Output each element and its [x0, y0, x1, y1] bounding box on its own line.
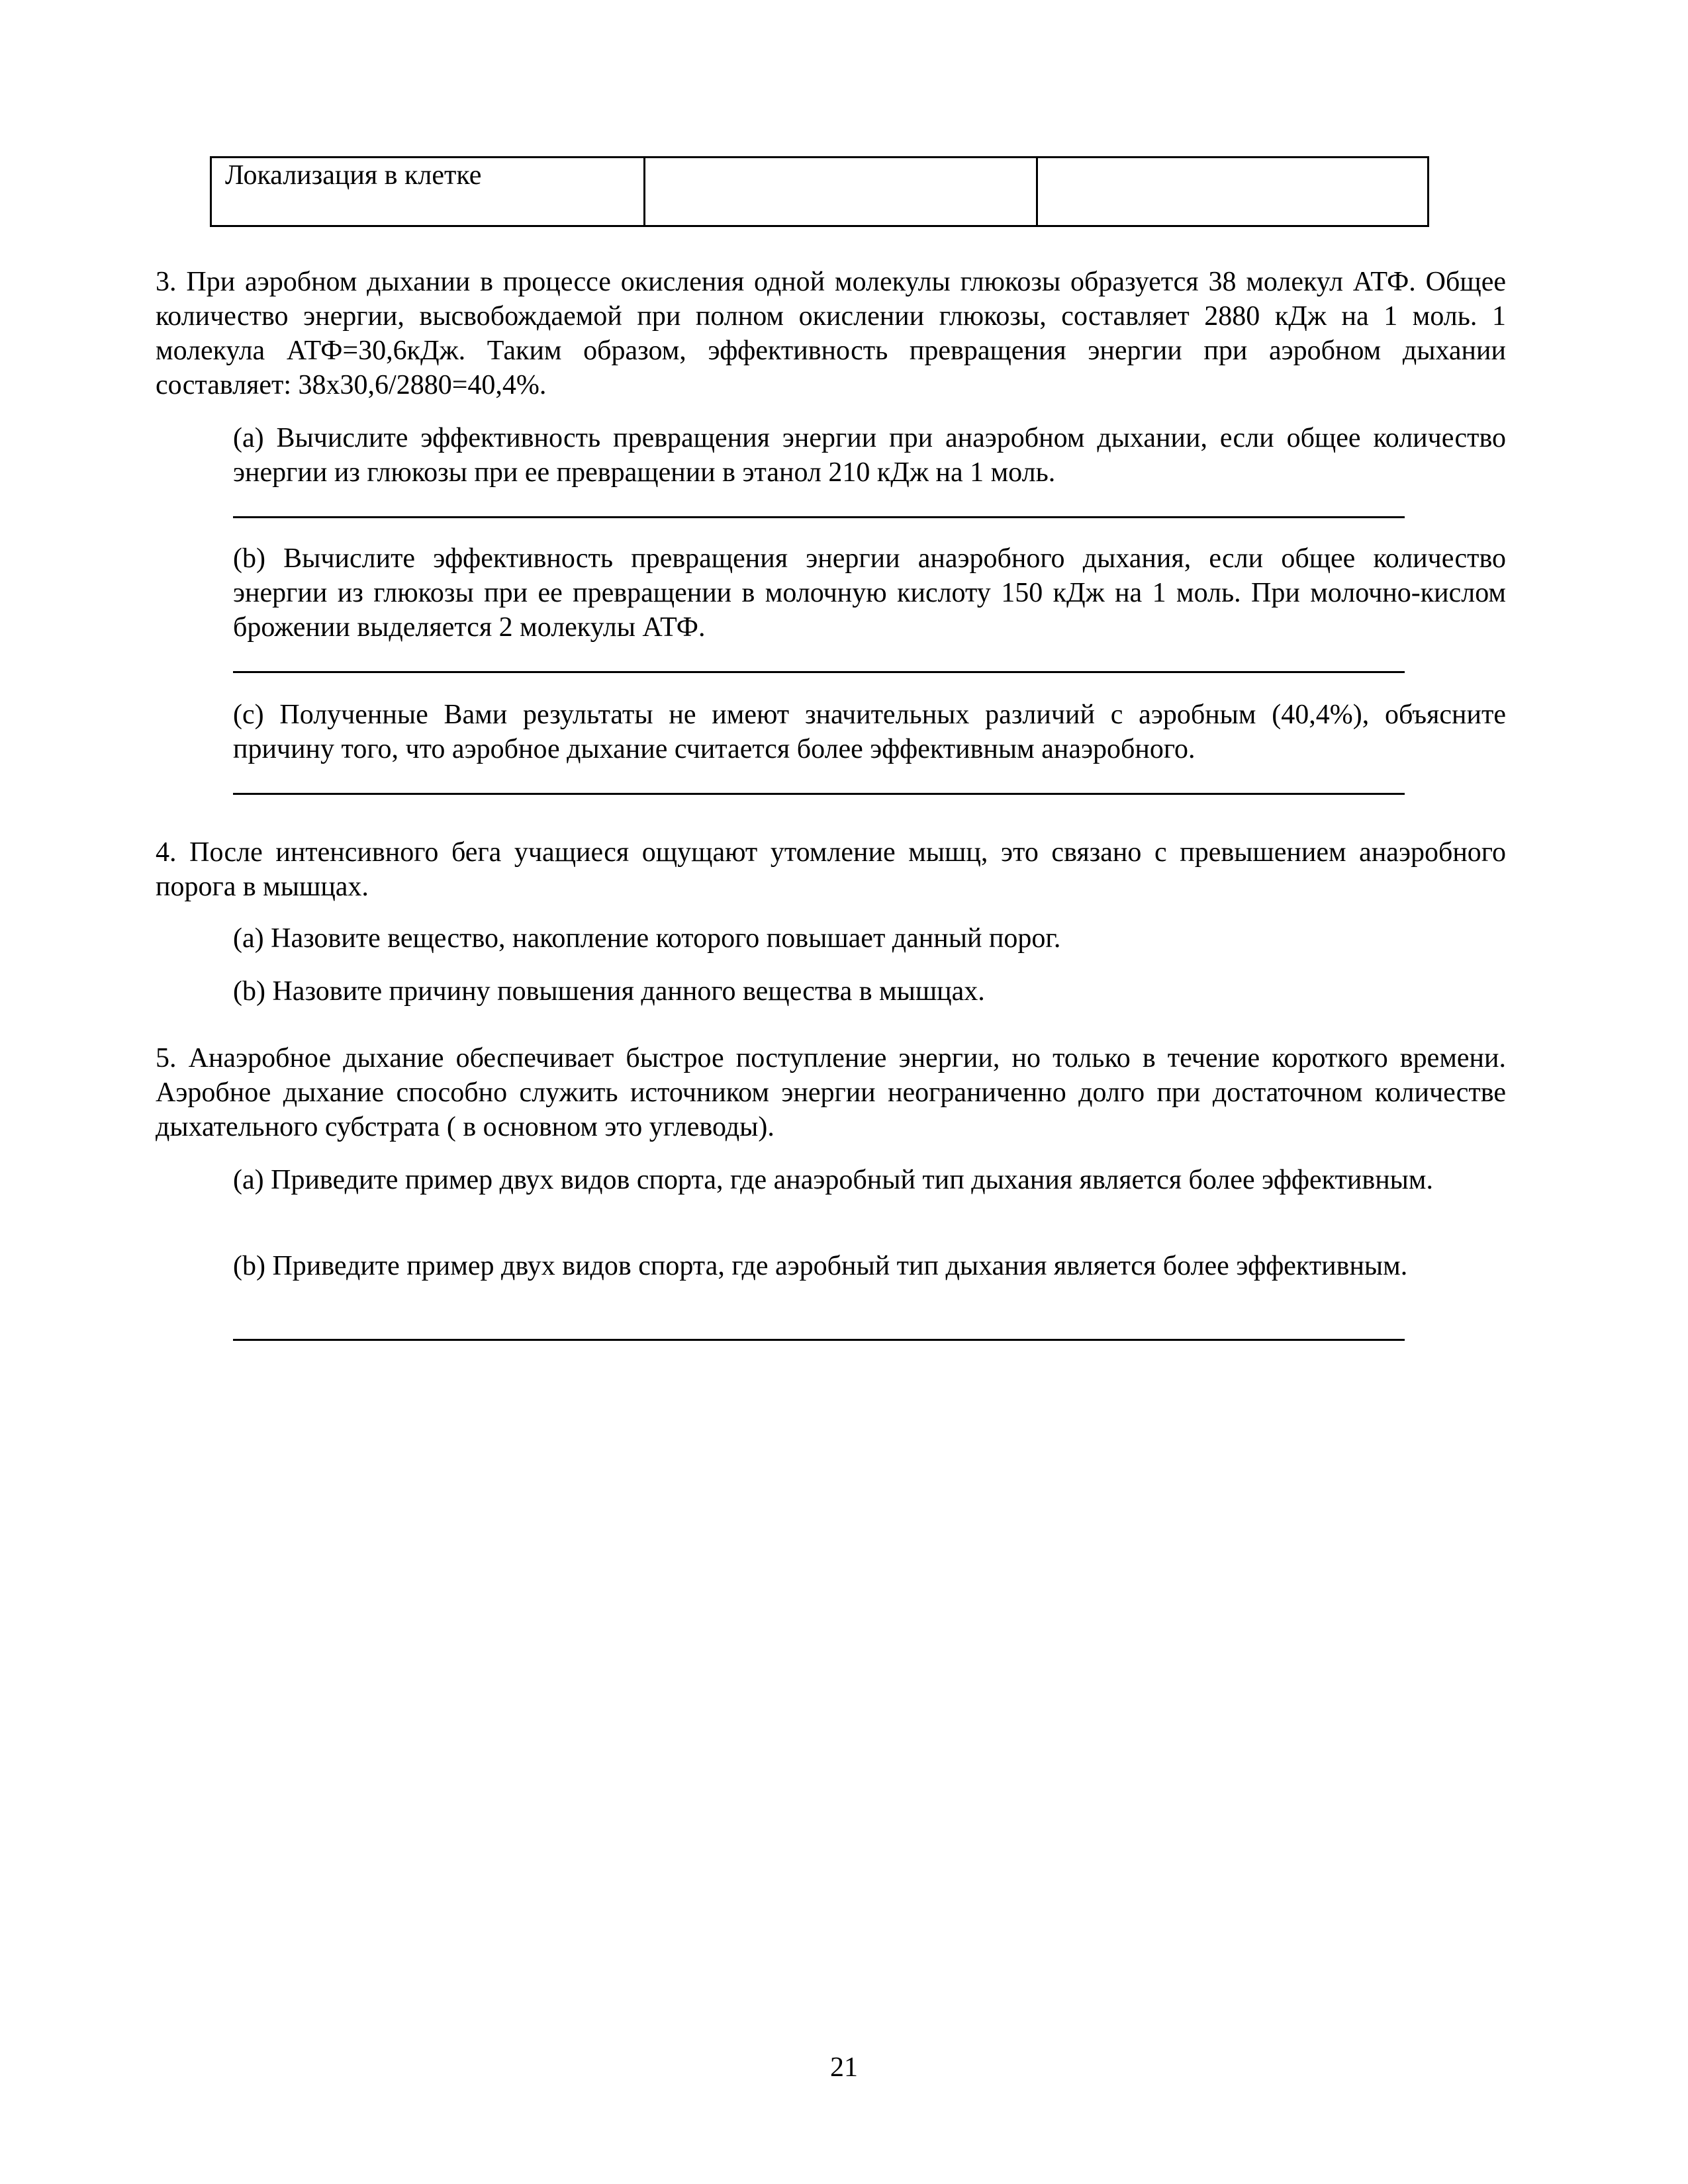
answer-line-3a[interactable] — [233, 516, 1405, 518]
question-4b: (b) Назовите причину повышения данного вещества в мышцах. — [233, 976, 985, 1007]
question-5b: (b) Приведите пример двух видов спорта, где аэробный тип дыхания является более эффективным. — [233, 1251, 1408, 1281]
table-cell-empty — [645, 158, 1037, 226]
page-number: 21 — [830, 2052, 858, 2083]
question-5-text: 5. Анаэробное дыхание обеспечивает быстрое поступление энергии, но только в течение короткого времени. Аэробное дыхание способно служить источником энергии неограниченно долго при достаточном количестве дыхательного субстрата ( в основном это углеводы). — [156, 1043, 1506, 1142]
table-cell-empty — [1037, 158, 1429, 226]
answer-line-3b[interactable] — [233, 671, 1405, 673]
table-row — [211, 158, 1429, 226]
table-cell-label: Локализация в клетке — [211, 158, 645, 226]
answer-line-3c[interactable] — [233, 793, 1405, 795]
question-4-text: 4. После интенсивного бега учащиеся ощущают утомление мышц, это связано с превышением анаэробного порога в мышцах. — [156, 837, 1506, 902]
answer-line-5[interactable] — [233, 1339, 1405, 1341]
question-5a: (a) Приведите пример двух видов спорта, где анаэробный тип дыхания является более эффективным. — [233, 1165, 1433, 1195]
table-fragment — [210, 156, 1429, 227]
question-3-text: 3. При аэробном дыхании в процессе окисления одной молекулы глюкозы образуется 38 молекул АТФ. Общее количество энергии, высвобождаемой при полном окислении глюкозы, составляет 2880 кДж на 1 моль. 1 молекула АТФ=30,6кДж. Таким образом, эффективность превращения энергии при аэробном дыхании составляет: 38х30,6/2880=40,4%. — [156, 267, 1506, 400]
question-4a: (a) Назовите вещество, накопление которого повышает данный порог. — [233, 923, 1061, 954]
question-3b: (b) Вычислите эффективность превращения энергии анаэробного дыхания, если общее количество энергии из глюкозы при ее превращении в молочную кислоту 150 кДж на 1 моль. При молочно-кислом брожении выделяется 2 молекулы АТФ. — [233, 543, 1506, 643]
question-3a: (a) Вычислите эффективность превращения энергии при анаэробном дыхании, если общее количество энергии из глюкозы при ее превращении в этанол 210 кДж на 1 моль. — [233, 423, 1506, 488]
question-3c: (c) Полученные Вами результаты не имеют значительных различий с аэробным (40,4%), объясните причину того, что аэробное дыхание считается более эффективным анаэробного. — [233, 700, 1506, 764]
